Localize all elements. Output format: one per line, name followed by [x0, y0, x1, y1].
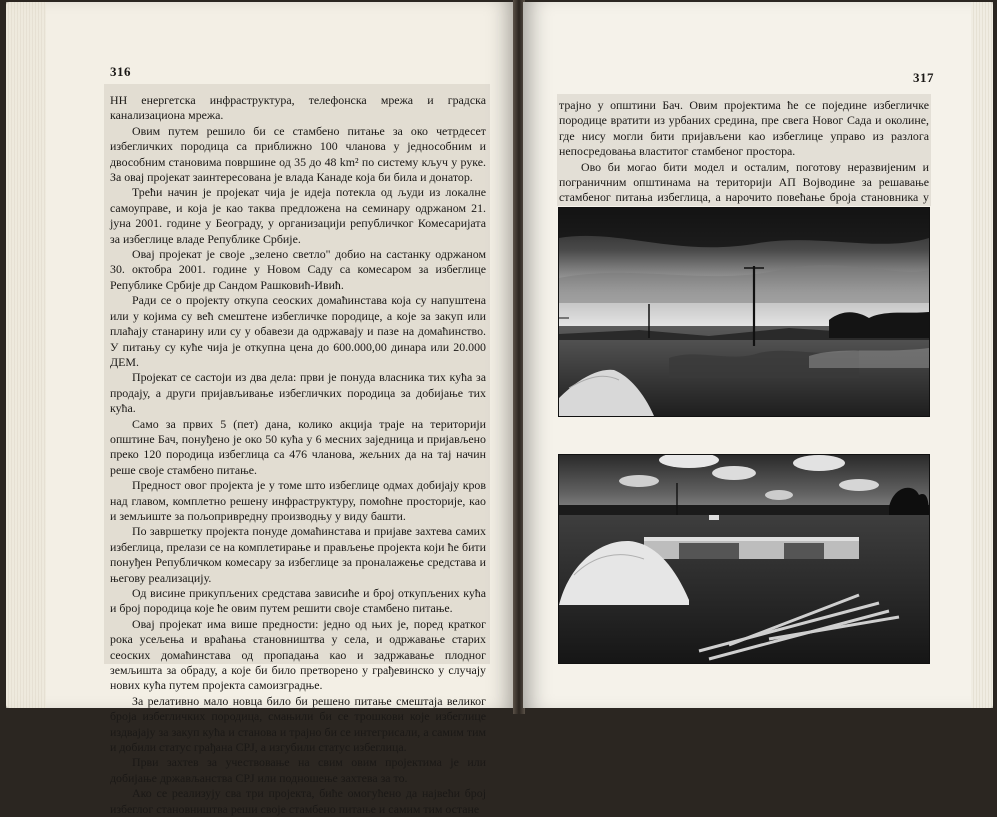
- page-edge: [971, 2, 993, 708]
- paragraph: Трећи начин је пројекат чија је идеја потекла од људи из локалне самоуправе, и која је као таква предложена на семинару одржаном 21. јуна 2001. године у Београду, у организацији републичког Комесаријата за избеглице владе Републике Србије.: [110, 185, 486, 246]
- paragraph: Од висине прикупљених средстава зависиће и број откупљених кућа и број породица које ће овим путем решити своје стамбено питање.: [110, 586, 486, 616]
- paragraph: Први захтев за учествовање на свим овим пројектима је или добијање држављанства СРЈ или подношење захтева за то.: [110, 755, 486, 785]
- construction-site-photo: [558, 207, 930, 417]
- paragraph: Ово би могао бити модел и осталим, поготову неразвијеним и пограничним општинама на територији АП Војводине за решавање стамбеног питања избеглица, а нарочито повећање броја становника у: [559, 159, 929, 205]
- paragraph: Ако се реализују сва три пројекта, биће омогућено да највећи број избеглог становништва реши своје стамбено питање и самим тим остане: [110, 786, 486, 816]
- paragraph: трајно у општини Бач. Овим пројектима ће се поједине избегличке породице вратити из урбаних средина, пре свега Новог Сада и околине, где нису могли бити пријављени као избеглице управо из разлога непосредовања властитог стамбеног простора.: [559, 98, 929, 159]
- page-edge: [6, 2, 46, 708]
- paragraph: НН енергетска инфраструктура, телефонска мрежа и градска канализациона мрежа.: [110, 93, 486, 123]
- right-page-number: 317: [913, 70, 934, 85]
- left-page-text: [110, 93, 486, 817]
- paragraph: Предност овог пројекта је у томе што избеглице одмах добијају кров над главом, комплетно решену инфраструктуру, помоћне просторије, као и земљиште за пољопривредну производњу у виду башти.: [110, 478, 486, 523]
- paragraph: Овај пројекат је своје „зелено светло" добио на састанку одржаном 30. октобра 2001. године у Новом Саду са комесаром за избеглице Републике Србије др Сандом Рашковић-Ивић.: [110, 247, 486, 292]
- right-page-text: [559, 98, 929, 221]
- paragraph: За релативно мало новца било би решено питање смештаја великог броја избегличких породица, смањили би се трошкови које избеглице издвајају за закуп кућа и станова и трајно би се интегрисали, а самим тим и добили статус грађана СРЈ, а изгубили статус избеглица.: [110, 693, 486, 755]
- left-page-number: 316: [110, 64, 131, 79]
- paragraph: Ради се о пројекту откупа сеоских домаћинстава која су напуштена или у којима су већ смештене избегличке породице, а које за закуп или плаћају станарину или су у обавези да одржавају и пазе на домаћинство. У питању су куће чија је откупна цена до 600.000,00 динара или 20.000 ДЕМ.: [110, 293, 486, 369]
- paragraph: По завршетку пројекта понуде домаћинстава и пријаве захтева самих избеглица, прелази се на комплетирање и прављење пројекта који ће бити понуђен Републичком комесару за избеглице за проналажење средстава и његову реализацију.: [110, 524, 486, 585]
- foundation-photo: [558, 454, 930, 664]
- paragraph: Пројекат се састоји из два дела: први је понуда власника тих кућа за продају, а други пријављивање избегличких породица за добијање тих кућа.: [110, 370, 486, 416]
- left-page: [6, 2, 515, 816]
- paragraph: Само за првих 5 (пет) дана, колико акција траје на територији општине Бач, понуђено је око 50 кућа у 6 месних заједница и пријављено преко 120 породица избеглица са 476 чланова, жељних да на тај начин реше своје стамбено питање.: [110, 416, 486, 477]
- right-page: [523, 2, 993, 708]
- paragraph: Овим путем решило би се стамбено питање за око четрдесет избегличких породица са приближно 100 чланова у једнособним и двособним становима површине од 35 до 48 km² по систему кључ у руке. За овај пројекат заинтересована је влада Канаде која би била и донатор.: [110, 123, 486, 185]
- paragraph: Овај пројекат има више предности: једно од њих је, поред кратког рока усељења и враћања становништва у села, и одржавање старих сеоских домаћинстава од пропадања као и задржавање плодног земљишта за обраду, а које би било претворено у грађевинско у случају нових кућа путем пројекта самоизградње.: [110, 616, 486, 693]
